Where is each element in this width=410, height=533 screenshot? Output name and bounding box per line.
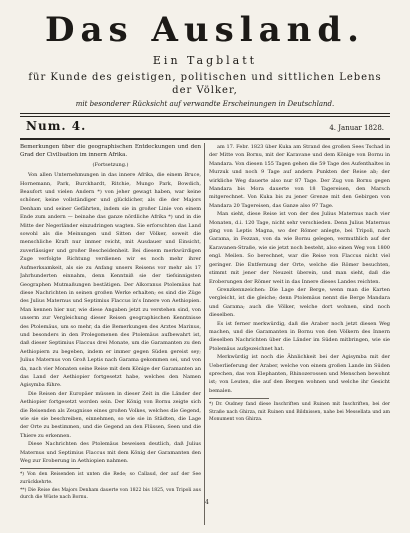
article-paragraph: Die Reisen der Europäer müssen in dieser Zeit in die Länder der Aethiopier fortgesetzt worden sein. Der König von Bornu zeigte sich die Reisenden als Zeugnisse eines großen Volkes, welches die Gegend, wie sie sie beschreiben, einnehmen, so wie sie in Städten, die Lage der Orte zu bestimmen, und die Gegend an den Flüssen, Seen und die Thiere zu erkennen.	[20, 390, 201, 439]
footnote: **) Die Reise des Majors Denham dauerte von 1822 bis 1825, von Tripoli aus durch die Wüste nach Bornu.	[20, 487, 201, 501]
article-paragraph: am 17. Febr. 1823 über Kuka am Strand des großen Sees Tschad in der Mitte von Bornu, mit der Karavane und dem Könige von Bornu in Mandara. Von diesen 155 Tagen gehen die 59 Tage des Aufenthaltes in Murzuk und noch 9 Tage auf andern Punkten der Reise ab; der wirkliche Weg dauerte also nur 87 Tage. Der Zug von Bornu gegen Mandara bis Mora dauerte von 18 Tagereisen, den Marsch mitgerechnet. Von Kuka bis zu jener Grenze mit den Gebirgen von Mandara 20 Tagereisen, das Ganze also 97 Tage.	[209, 144, 390, 209]
article-paragraph: Man sieht, diese Reise ist von der des Julius Maternus nach vier Monaten, d.i. 120 Tage, nicht sehr verschieden. Denn Julius Maternus ging von Leptis Magna, wo der Römer anlegte, bei Tripoli, nach Garama, in Fezzan, von da wie Bornu gelegen, vermuthlich auf der Karavanen-Straße, wie sie jetzt noch besteht, also einen Weg von 1800 engl. Meilen. So berechnet, war die Reise von Flaccus nicht viel geringer. Die Entfernung der Orte, welche die Römer besuchten, stimmt mit jener der Neuzeit überein, und man sieht, daß die Eroberungen der Römer weit in das Innere dieses Landes reichten.	[209, 211, 390, 285]
column-divider	[204, 143, 205, 525]
masthead-note: mit besonderer Rücksicht auf verwandte Erscheinungen in Deutschland.	[75, 100, 335, 108]
left-column	[20, 143, 201, 533]
masthead-description: für Kunde des geistigen, politischen und sittlichen Lebens der Völker,	[28, 72, 382, 96]
masthead-subtitle: Ein Tagblatt	[152, 54, 258, 67]
issue-number: Num. 4.	[26, 119, 87, 133]
footnote: *) Von den Reisenden ist unten die Rede; so Callaud, der auf der See zurückkehrte.	[20, 472, 201, 486]
masthead-title: Das Ausland.	[44, 10, 365, 50]
issue-date: 4. Januar 1828.	[329, 124, 384, 132]
page-mark: 4	[205, 499, 209, 506]
article-continuation: (Fortsetzung.)	[92, 161, 129, 168]
article-heading: Bemerkungen über die geographischen Entdeckungen und den Grad der Civilisation im innern Afrika.	[20, 144, 201, 159]
article-paragraph: Diese Nachrichten des Ptolemäus beweisen deutlich, daß Julius Maternus und Septimius Flaccus mit dem König der Garamanten den Weg zur Eroberung in Aethiopien nahmen.	[20, 441, 201, 465]
footnote-divider	[20, 468, 80, 469]
footnote: *) Dr. Oudney fand diese Inschriften und Ruinen mit Inschriften, bei der Straße nach Ghirza, mit Ruinen und Bildnissen, nahe bei Messellata und am Monument von Ghirza.	[209, 402, 390, 423]
article-paragraph: Grenzkennzeichen: Die Lage der Berge, wenn man die Karten vergleicht, ist die gleiche; denn Ptolemäus nennt die Berge Mandara und Garama; auch die Völker, welche dort wohnen, sind noch dieselben.	[209, 286, 390, 319]
dateline	[20, 117, 390, 137]
footnote-divider	[209, 398, 269, 399]
right-column	[209, 143, 390, 533]
dateline-divider	[20, 138, 390, 140]
article-paragraph: Merkwürdig ist noch die Ähnlichkeit bei der Agisymba mit der Ueberlieferung der Araber, welche von einem großen Lande im Süden sprechen, das von Elephanten, Rhinozerossen und Menschen bewohnt ist; von Leuten, die auf den Bergen wohnen und welche ihr Gesicht bemalen.	[209, 354, 390, 394]
article-columns	[20, 143, 390, 533]
article-paragraph: Von allen Unternehmungen in das innere Afrika, die einem Bruce, Hornemann, Park, Burckhardt, Ritchie, Mungo Park, Bowdich, Beaufort und vielen Andern *) von jeher gewagt haben, war keine schöner, keine vollständiger und glücklicher, als die der Majors Denham und seiner Gefährten, indem sie in großer Linie von einem Ende zum andern — beinahe das ganze nördliche Afrika *) und in die Mitte der Negerländer einzudringen wagten. Sie erforschten das Land sowohl als die Meinungen und Sitten der Völker, soweit die menschliche Kraft nur immer reicht, mit Ausdauer und Einsicht, zuverlässiger und großer Bescheidenheit. Bei diesem merkwürdigen Zuge verfolgte Richtung verdienen wir es noch mehr ihrer Aufmerksamkeit, als sie zu Anfang unsers Reisens vor mehr als 17 Jahrhunderten einnahm, denn Kenntniß sie der tiefsinnigsten Geographen Mutmaßungen bestätigen. Der Alkoranus Ptolemäus hat diese Nachrichten in seinen großen Werke erhalten; es sind die Züge des Julius Maternus und Septimius Flaccus in's Innere von Aethiopien. Man kennen hier nur, wie diese Angaben jetzt zu verstehen sind, von unserm zur Vergleichung dieser Reisen geographischen Kenntnisse des Ptolemäus, um so mehr, da die Bemerkungen des Arztes Marinus, und besonders in den Prolegomenen des Ptolemäus aufbewahrt ist, daß dieser Septimius Flaccus drei Monate, um die Garamanten zu den Aethiopiern zu begeben, indem er immer gegen Süden gereist sey; Julius Maternus von Groß Leptis nach Garama gekommen sei, und von da, nach vier Monaten seine Reise mit dem Könige der Garamanten an das Land der Aethiopier fortgesetzt habe, welches den Namen Agisymba führe.	[20, 172, 201, 389]
article-paragraph: Es ist ferner merkwürdig, daß die Araber noch jetzt diesen Weg machen, und die Garamanten in Bornu von den Völkern des Innern dieselben Nachrichten über die Länder im Süden mitbringen, wie sie Ptolemäus aufgezeichnet hat.	[209, 320, 390, 352]
